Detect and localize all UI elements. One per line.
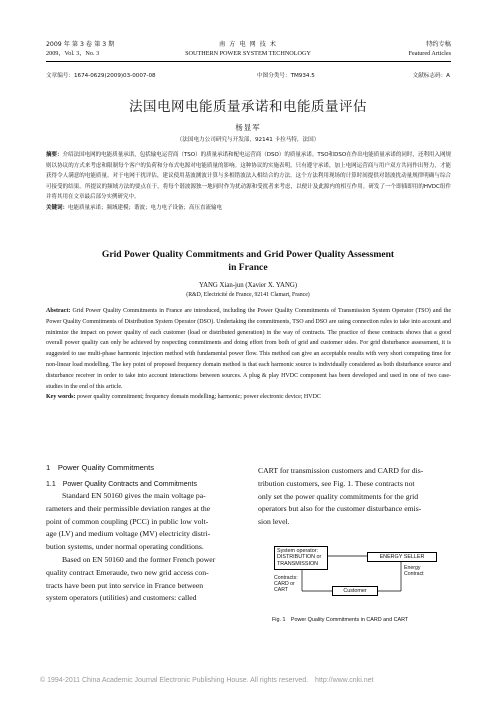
keywords-en: power quality commitment; frequency domain modelling; harmonic; power electronic device; HVDC [77,394,321,401]
text-line: Standard EN 50160 gives the main voltage pa- [62,491,206,500]
title-en [0,249,496,274]
figure-1 [272,543,452,603]
energy-contract-line: Energy [404,565,421,571]
document-code: 文献标志码：A [412,73,450,79]
copyright-footer: © 1994-2011 China Academic Journal Electronic Publishing House. All rights reserved. http://www.cnki.net [40,677,374,684]
text-line: sion level. [258,517,290,527]
header-journal-cn: 南 方 电 网 技 术 [219,41,277,48]
keywords-cn: 电能质量承诺；频域建模；谐波；电力电子设备；高压直流输电 [68,204,223,211]
right-column-text [258,465,451,529]
system-operator-line: TRANSMISSION [277,560,319,567]
title-cn: 法国电网电能质量承诺和电能质量评估 [129,99,367,115]
left-column-text [46,490,251,605]
text-line: point of common coupling (PCC) in public low volt- [46,516,209,526]
contracts-label-line: Contracts: [274,575,298,581]
energy-contract-label [404,565,424,577]
contracts-label-line: CART [274,587,289,593]
header-issue-en: 2009，Vol. 3，No. 3 [46,50,100,57]
header-column-cn: 特约专稿 [426,41,451,48]
text-line: tracts have been put into service in France between [46,580,204,590]
text-line: CART for transmission customers and CARD for dis- [258,466,424,475]
author-en: YANG Xian-jun (Xavier X. YANG) [198,282,298,289]
figure-caption: Fig. 1 Power Quality Commitments in CARD and CART [272,617,409,623]
text-line: system operators (utilities) and customers: called [46,593,197,603]
customer-box: Customer [332,586,378,596]
contracts-label-line: CARD or [274,581,295,587]
title-en-line2: in France [228,261,268,273]
abstract-en [46,306,451,403]
abstract-cn-text: 介绍法国电网的电能质量承诺，包括输电运营商（TSO）的质量承诺和配电运营商（DSO）的质量承诺。TSO和DSO在作出电能质量承诺的同时，还利用入网规则以协议的方式来考虑和限制每个客户的负荷和分布式电源对电能质量的影响。这种协议的实施表明，只有遵守承诺，加上电网运营商与用户双方共同作出努力，才能获得令人满意的电能质量。对于电网干扰评估，建议使用基波测波计算与多相错波法入相结合的方法。这个方法利用现场的计算时间提供对谐波扰动量规律明确与综合可接受的结果。所提议的频域方法的要点在于，将每个谐波源独一地同时作为扰动源和受扰者来考虑，以便计及此源内的相互作用。研发了一个即插即用的HVDC组件并将其用在文章最后部分实例研究中。 [46,152,451,201]
header-rule [46,61,451,62]
keywords-cn-label: 关键词： [46,204,69,211]
contracts-label [274,575,298,593]
header-column-en: Featured Articles [408,50,451,57]
text-line: bution systems, under normal operating conditions. [46,542,204,552]
system-operator-line: System operator: [277,548,319,554]
affiliation-cn: （法国电力公司研究与开发部，92141 卡拉马特，法国） [176,137,320,143]
energy-seller-box: ENERGY SELLER [367,552,437,562]
section-heading: 1 Power Quality Commitments [46,463,155,472]
clc-number: 中图分类号：TM934.5 [257,73,315,79]
abstract-cn [46,150,451,214]
text-line: age (LV) and medium voltage (MV) electricity distri- [46,529,211,539]
abstract-en-text: Grid Power Quality Commitments in France are introduced, including the Power Quality Commitments of Transmission System Operator (TSO) and the Power Quality Commitments of Distribution System Operator (DSO). Undertaking the commitments, TSO and DSO are using connection rules to take into account and minimize the impact on power quality of each customer (load or distributed generation) in the way of contracts. The practice of these contracts shows that a good overall power quality can only be achieved by respecting commitments and doing effort from both of grid and customer sides. For grid disturbance assessment, it is suggested to use multi-phase harmonic injection method with fundamental power flow. This method can give an acceptable results with very short computing time for non-linear load modelling. The key point of proposed frequency domain method is that each harmonic source is individually considered as both disturbance source and disturbance receiver in order to take into account interactions between sources. A plug & play HVDC component has been developed and used in one of two case-studies in the end of this article. [46,308,452,390]
text-line: rameters and their permissible deviation ranges at the [46,503,211,513]
system-operator-box [274,546,328,570]
text-line: tribution customers, see Fig. 1. These contracts not [258,478,415,488]
author-cn: 杨显军 [235,123,261,132]
system-operator-line: DISTRIBUTION or [277,554,322,561]
title-en-line1: Grid Power Quality Commitments and Grid Power Quality Assessment [101,249,395,260]
affiliation-en: (R&D, Electricité de France, 92141 Clamart, France) [186,292,310,298]
abstract-cn-label: 摘要： [46,152,63,158]
subsection-heading: 1.1 Power Quality Contracts and Commitments [46,481,197,488]
text-line: quality contract Emeraude, two new grid access con- [46,567,209,577]
header-journal-en: SOUTHERN POWER SYSTEM TECHNOLOGY [185,50,311,57]
article-number: 文章编号：1674-0629(2009)03-0007-08 [46,73,156,79]
header-issue-cn: 2009 年 第 3 卷 第 3 期 [46,41,115,48]
keywords-en-label: Key words: [46,394,76,401]
text-line: only set the power quality commitments for the grid [258,491,419,501]
text-line: operators but also for the customer disturbance emis- [258,504,422,514]
abstract-en-label: Abstract: [46,308,71,314]
text-line: Based on EN 50160 and the former French power [62,554,216,564]
energy-contract-line: Contract [404,571,424,577]
